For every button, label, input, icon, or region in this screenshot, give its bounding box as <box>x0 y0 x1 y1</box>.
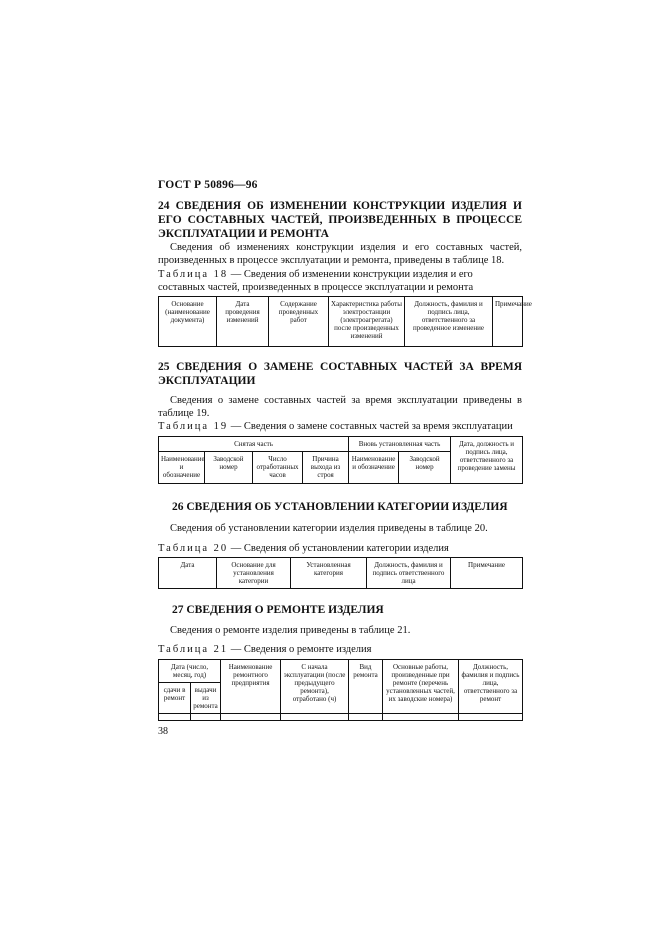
section-25-text: Сведения о замене составных частей за время эксплуатации приведены в таблице 19. <box>158 395 522 419</box>
table-19-caption <box>158 420 522 433</box>
table-21 <box>158 659 523 721</box>
document-header: ГОСТ Р 50896—96 <box>158 179 258 191</box>
table-20-label: Таблица 20 <box>158 543 229 554</box>
t20-col-category: Установленная категория <box>291 558 367 589</box>
t21-empty-cell <box>459 714 523 721</box>
table-18 <box>158 296 532 347</box>
t18-col-basis: Основание (наименование документа) <box>159 297 217 347</box>
t21-empty-cell <box>159 714 191 721</box>
table-18-label: Таблица 18 <box>158 269 229 280</box>
t19-removed-reason: Причина выхода из строя <box>303 452 349 484</box>
t19-installed-serial: Заводской номер <box>399 452 451 484</box>
t21-col-repair-type: Вид ремонта <box>349 660 383 714</box>
t20-col-basis: Основание для установления категории <box>217 558 291 589</box>
t20-col-note: Примечание <box>451 558 523 589</box>
t21-col-hours: С начала эксплуатации (после предыдущего ремонта), отработано (ч) <box>281 660 349 714</box>
t21-empty-cell <box>281 714 349 721</box>
t19-removed-name: Наименование и обозначение <box>159 452 205 484</box>
table-20-title: — Сведения об установлении категории изделия <box>228 543 449 554</box>
t21-empty-cell <box>191 714 221 721</box>
t19-removed-serial: Заводской номер <box>205 452 253 484</box>
t19-group-installed: Вновь установленная часть <box>349 437 451 452</box>
table-19-title: — Сведения о замене составных частей за время эксплуатации <box>228 421 513 432</box>
section-27-heading: 27 СВЕДЕНИЯ О РЕМОНТЕ ИЗДЕЛИЯ <box>172 604 384 616</box>
t19-installed-name: Наименование и обозначение <box>349 452 399 484</box>
t18-col-date: Дата проведения изменений <box>217 297 269 347</box>
t19-col-signature: Дата, должность и подпись лица, ответственного за проведение замены <box>451 437 523 484</box>
t21-date-return: выдачи из ремонта <box>191 683 221 714</box>
t19-group-removed: Снятая часть <box>159 437 349 452</box>
table-21-caption <box>158 643 522 656</box>
t21-empty-cell <box>383 714 459 721</box>
t20-col-responsible: Должность, фамилия и подпись ответственного лица <box>367 558 451 589</box>
t21-empty-cell <box>349 714 383 721</box>
section-24-heading: 24 СВЕДЕНИЯ ОБ ИЗМЕНЕНИИ КОНСТРУКЦИИ ИЗДЕЛИЯ И ЕГО СОСТАВНЫХ ЧАСТЕЙ, ПРОИЗВЕДЕННЫХ В ПРОЦЕССЕ ЭКСПЛУАТАЦИИ И РЕМОНТА <box>158 200 522 240</box>
t21-col-date: Дата (число, месяц, год) <box>159 660 221 683</box>
section-27-text: Сведения о ремонте изделия приведены в таблице 21. <box>170 625 411 636</box>
t18-col-responsible: Должность, фамилия и подпись лица, ответственного за проведенное изменение <box>405 297 493 347</box>
t21-col-enterprise: Наименование ремонтного предприятия <box>221 660 281 714</box>
section-26-text: Сведения об установлении категории изделия приведены в таблице 20. <box>170 523 488 534</box>
table-21-title: — Сведения о ремонте изделия <box>228 644 372 655</box>
t21-col-responsible: Должность, фамилия и подпись лица, ответственного за ремонт <box>459 660 523 714</box>
table-19-label: Таблица 19 <box>158 421 229 432</box>
table-20-caption <box>158 542 522 555</box>
t20-col-date: Дата <box>159 558 217 589</box>
t21-date-handover: сдачи в ремонт <box>159 683 191 714</box>
section-24-text: Сведения об изменениях конструкции изделия и его составных частей, произведенных в процессе эксплуатации и ремонта, приведены в таблице 18. <box>158 242 522 266</box>
t21-empty-cell <box>221 714 281 721</box>
table-18-title: — Сведения об изменении конструкции изделия и его составных частей, произведенных в процессе эксплуатации и ремонта <box>158 269 474 293</box>
t21-col-works: Основные работы, произведенные при ремонте (перечень установленных частей, их заводские номера) <box>383 660 459 714</box>
page-number: 38 <box>158 726 168 737</box>
t18-col-characteristic: Характеристика работы электростанции (электроагрегата) после произведенных изменений <box>329 297 405 347</box>
t18-col-note: Примечание <box>493 297 523 347</box>
section-26-heading: 26 СВЕДЕНИЯ ОБ УСТАНОВЛЕНИИ КАТЕГОРИИ ИЗДЕЛИЯ <box>172 501 508 513</box>
t18-col-content: Содержание проведенных работ <box>269 297 329 347</box>
table-18-caption <box>158 268 522 294</box>
t19-removed-hours: Число отработанных часов <box>253 452 303 484</box>
section-25-heading: 25 СВЕДЕНИЯ О ЗАМЕНЕ СОСТАВНЫХ ЧАСТЕЙ ЗА ВРЕМЯ ЭКСПЛУАТАЦИИ <box>158 361 522 387</box>
table-21-label: Таблица 21 <box>158 644 229 655</box>
table-19 <box>158 436 523 484</box>
table-20 <box>158 557 523 589</box>
